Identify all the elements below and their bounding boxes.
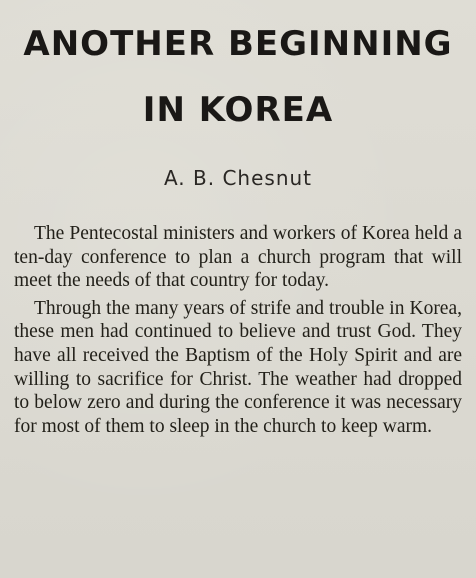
article-title-line-2: IN KOREA — [142, 90, 334, 130]
article-author: A. B. Chesnut — [163, 166, 313, 190]
article-paragraph-2: Through the many years of strife and trouble in Korea, these men had continued to believe and trust God. They have all received the Baptism of the Holy Spirit and are willing to sacrifice for Christ. The weather had dropped to below zero and during the conference it was necessary for most of them to sleep in the church to keep warm. — [14, 297, 462, 437]
article-body — [14, 222, 462, 438]
article-paragraph-1: The Pentecostal ministers and workers of Korea held a ten-day conference to plan a church program that will meet the needs of that country for today. — [14, 223, 462, 292]
article-title-line-1: ANOTHER BEGINNING — [23, 24, 453, 64]
